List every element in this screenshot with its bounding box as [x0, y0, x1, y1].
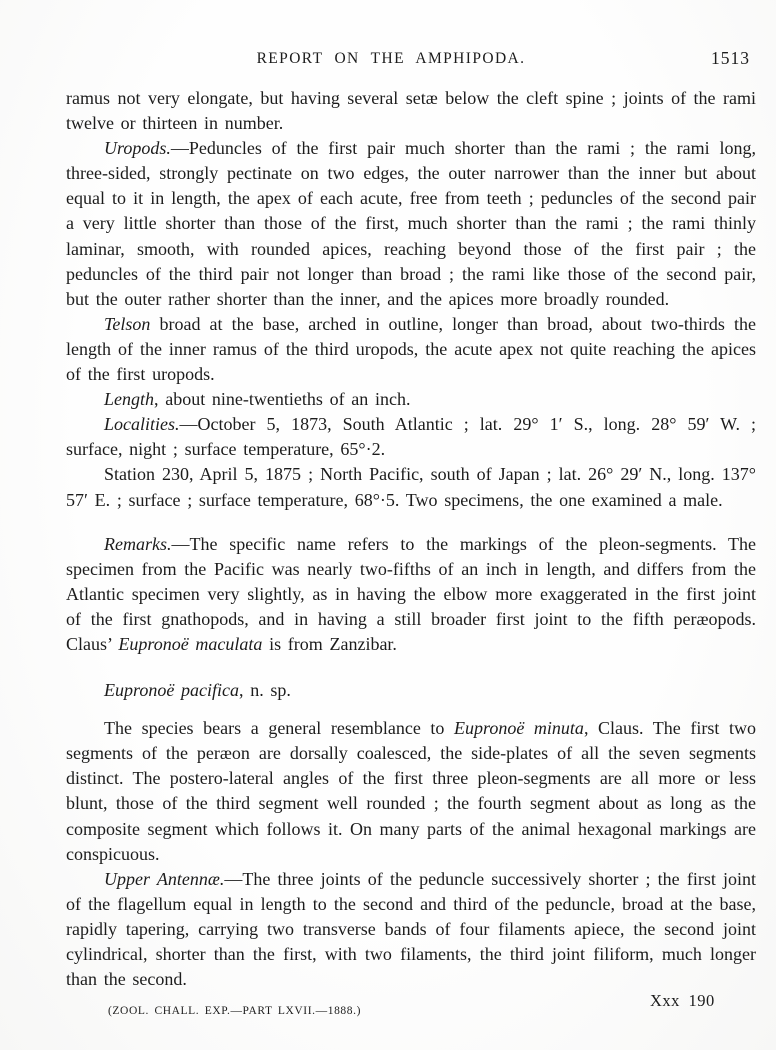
italic-run: Localities. — [104, 414, 180, 435]
text-run: —October 5, 1873, South Atlantic ; lat. 29° 1′ S., long. 28° 59′ W. ; surface, night ; surface temperature, 65°·2. — [66, 414, 756, 460]
species-heading — [66, 678, 756, 703]
running-title: REPORT ON THE AMPHIPODA. — [256, 50, 526, 67]
paragraph — [66, 532, 756, 657]
italic-run: Uropods. — [104, 138, 171, 159]
paragraph — [66, 86, 756, 136]
paragraph — [66, 716, 756, 867]
text-run: The species bears a general resemblance to — [104, 718, 455, 739]
text-run: —The three joints of the peduncle successively shorter ; the first joint of the flagellum equal in length to the second and third of the peduncle, broad at the base, rapidly tapering, carrying two transverse bands of four filaments apiece, the second joint cylindrical, shorter than the first, with two filaments, the third joint filiform, much longer than the second. — [66, 868, 756, 990]
italic-run: Eupronoë maculata — [118, 633, 263, 654]
paragraph — [66, 412, 756, 462]
italic-run: Remarks. — [104, 533, 172, 554]
text-run: , Claus. The first two segments of the peræon are dorsally coalesced, the side-plates of all the seven segments distinct. The postero-lateral angles of the first three pleon-segments are all more or less blunt, those of the third segment well rounded ; the fourth segment about as long as the composite segment which follows it. On many parts of the animal hexagonal markings are conspicuous. — [66, 718, 756, 864]
text-run: , n. sp. — [239, 680, 291, 701]
italic-run: Upper Antennæ. — [104, 868, 225, 889]
paragraph — [66, 312, 756, 387]
text-run: is from Zanzibar. — [262, 633, 397, 654]
italic-run: Length — [104, 389, 155, 410]
footer-imprint: (ZOOL. CHALL. EXP.—PART LXVII.—1888.) — [108, 1005, 362, 1017]
text-run: Station 230, April 5, 1875 ; North Pacific, south of Japan ; lat. 26° 29′ N., long. 137° 57′ E. ; surface ; surface temperature, 68°·5. Two specimens, the one examined a male. — [66, 464, 756, 510]
paragraph — [66, 136, 756, 312]
text-run: —Peduncles of the first pair much shorter than the rami ; the rami long, three-sided, strongly pectinate on two edges, the outer narrower than the inner but about equal to it in length, the apex of each acute, free from teeth ; peduncles of the second pair a very little shorter than those of the first, much shorter than the rami ; the rami thinly laminar, smooth, with rounded apices, reaching beyond those of the first pair ; the peduncles of the third pair not longer than broad ; the rami like those of the second pair, but the outer rather shorter than the inner, and the apices more broadly rounded. — [66, 138, 756, 309]
text-run: broad at the base, arched in outline, longer than broad, about two-thirds the length of the inner ramus of the third uropods, the acute apex not quite reaching the apices of the first uropods. — [66, 313, 756, 385]
text-run: —The specific name refers to the markings of the pleon-segments. The specimen from the Pacific was nearly two-fifths of an inch in length, and differs from the Atlantic specimen very slightly, as in having the elbow more exaggerated in the first joint of the first gnathopods, and in having a still broader first joint to the fifth peræopods. Claus’ — [66, 533, 756, 654]
text-run: ramus not very elongate, but having several setæ below the cleft spine ; joints of the rami twelve or thirteen in number. — [66, 88, 756, 134]
paragraph — [66, 387, 756, 412]
italic-run: Eupronoë pacifica — [104, 680, 240, 701]
signature-mark: Xxx 190 — [650, 991, 715, 1010]
italic-run: Eupronoë minuta — [454, 718, 584, 739]
paragraph — [66, 462, 756, 512]
paragraph — [66, 867, 756, 992]
text-run: , about nine-twentieths of an inch. — [154, 389, 411, 410]
page-body — [66, 86, 756, 996]
page-number: 1513 — [711, 48, 750, 68]
italic-run: Telson — [104, 313, 151, 334]
